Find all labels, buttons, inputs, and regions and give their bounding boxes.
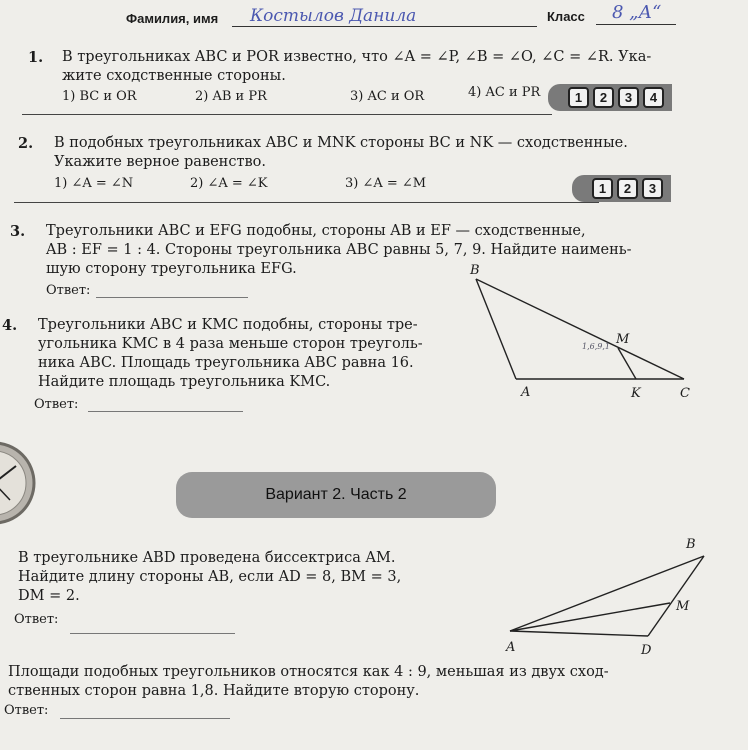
section-title: Вариант 2. Часть 2	[265, 486, 407, 503]
fig1-label-k: K	[631, 386, 641, 401]
q1-box-1[interactable]: 1	[568, 87, 589, 108]
fig2-label-m: M	[676, 599, 690, 614]
q1-option-2[interactable]: 2) AB и PR	[195, 89, 267, 104]
q1-divider	[22, 114, 552, 115]
q2-answer-boxes	[572, 175, 671, 202]
q1-option-4[interactable]: 4) AC и PR	[468, 85, 541, 100]
q2-box-3[interactable]: 3	[642, 178, 663, 199]
triangle-abd-figure	[500, 545, 730, 645]
fig2-label-d: D	[641, 643, 652, 658]
clock-icon	[0, 438, 48, 528]
class-label: Класс	[547, 9, 585, 24]
fig1-label-m: M	[616, 332, 630, 347]
class-underline	[596, 24, 676, 25]
q4-answer-field[interactable]	[88, 411, 243, 412]
p2-text-line2: ственных сторон равна 1,8. Найдите вторую сторону.	[8, 683, 420, 699]
q2-divider	[14, 202, 599, 203]
q3-answer-label: Ответ:	[46, 283, 91, 298]
q4-text-line3: ника ABC. Площадь треугольника ABC равна 16.	[38, 355, 414, 371]
q1-text-line1: В треугольниках ABC и POR известно, что ∠A = ∠P, ∠B = ∠O, ∠C = ∠R. Ука-	[62, 49, 652, 65]
class-value[interactable]: 8 „А“	[612, 2, 662, 23]
q2-box-2[interactable]: 2	[617, 178, 638, 199]
p1-text-line2: Найдите длину стороны AB, если AD = 8, BM = 3,	[18, 569, 402, 585]
q1-option-3[interactable]: 3) AC и OR	[350, 89, 425, 104]
p2-answer-field[interactable]	[60, 718, 230, 719]
side-bc	[476, 279, 684, 379]
fig1-label-c: C	[680, 386, 690, 401]
bisector-am	[510, 603, 670, 631]
q3-number: 3.	[10, 223, 26, 240]
name-label: Фамилия, имя	[126, 11, 219, 26]
triangle-abc-figure	[450, 262, 700, 412]
q3-text-line2: AB : EF = 1 : 4. Стороны треугольника ABC равны 5, 7, 9. Найдите наимень-	[46, 242, 632, 258]
side-ad	[510, 631, 648, 636]
q2-option-2[interactable]: 2) ∠A = ∠K	[190, 176, 268, 191]
fig2-label-a: A	[506, 640, 516, 655]
segment-km	[618, 348, 636, 379]
fig1-label-a: A	[521, 385, 531, 400]
q3-answer-field[interactable]	[96, 297, 248, 298]
p1-text-line1: В треугольнике ABD проведена биссектриса AM.	[18, 550, 396, 566]
q3-text-line3: шую сторону треугольника EFG.	[46, 261, 297, 277]
name-value[interactable]: Костылов Данила	[250, 6, 417, 26]
q1-text-line2: жите сходственные стороны.	[62, 68, 286, 84]
side-ab	[476, 279, 516, 379]
q1-option-1[interactable]: 1) BC и OR	[62, 89, 137, 104]
q4-text-line2: угольника KMC в 4 раза меньше сторон треуголь-	[38, 336, 423, 352]
q3-text-line1: Треугольники ABC и EFG подобны, стороны AB и EF — сходственные,	[46, 223, 586, 239]
q2-option-1[interactable]: 1) ∠A = ∠N	[54, 176, 134, 191]
name-underline	[232, 26, 537, 27]
p1-text-line3: DM = 2.	[18, 588, 80, 604]
q1-number: 1.	[28, 49, 44, 66]
q1-box-2[interactable]: 2	[593, 87, 614, 108]
q2-number: 2.	[18, 135, 34, 152]
q4-answer-label: Ответ:	[34, 397, 79, 412]
fig2-label-b: B	[686, 537, 696, 552]
side-ab2	[510, 556, 704, 631]
section-band	[176, 472, 496, 518]
q1-box-3[interactable]: 3	[618, 87, 639, 108]
q1-answer-boxes	[548, 84, 672, 111]
q2-option-3[interactable]: 3) ∠A = ∠M	[345, 176, 427, 191]
q2-box-1[interactable]: 1	[592, 178, 613, 199]
q1-box-4[interactable]: 4	[643, 87, 664, 108]
q4-text-line4: Найдите площадь треугольника KMC.	[38, 374, 331, 390]
q4-number: 4.	[2, 317, 18, 334]
p1-answer-label: Ответ:	[14, 612, 59, 627]
p1-answer-field[interactable]	[70, 633, 235, 634]
p2-text-line1: Площади подобных треугольников относятся как 4 : 9, меньшая из двух сход-	[8, 664, 609, 680]
q2-text-line2: Укажите верное равенство.	[54, 154, 266, 170]
p2-answer-label: Ответ:	[4, 703, 49, 718]
fig1-handwritten-note: 1,6,9,1	[582, 342, 610, 351]
q2-text-line1: В подобных треугольниках ABC и MNK стороны BC и NK — сходственные.	[54, 135, 628, 151]
fig1-label-b: B	[470, 263, 480, 278]
q4-text-line1: Треугольники ABC и KMC подобны, стороны тре-	[38, 317, 418, 333]
side-bd	[648, 556, 704, 636]
